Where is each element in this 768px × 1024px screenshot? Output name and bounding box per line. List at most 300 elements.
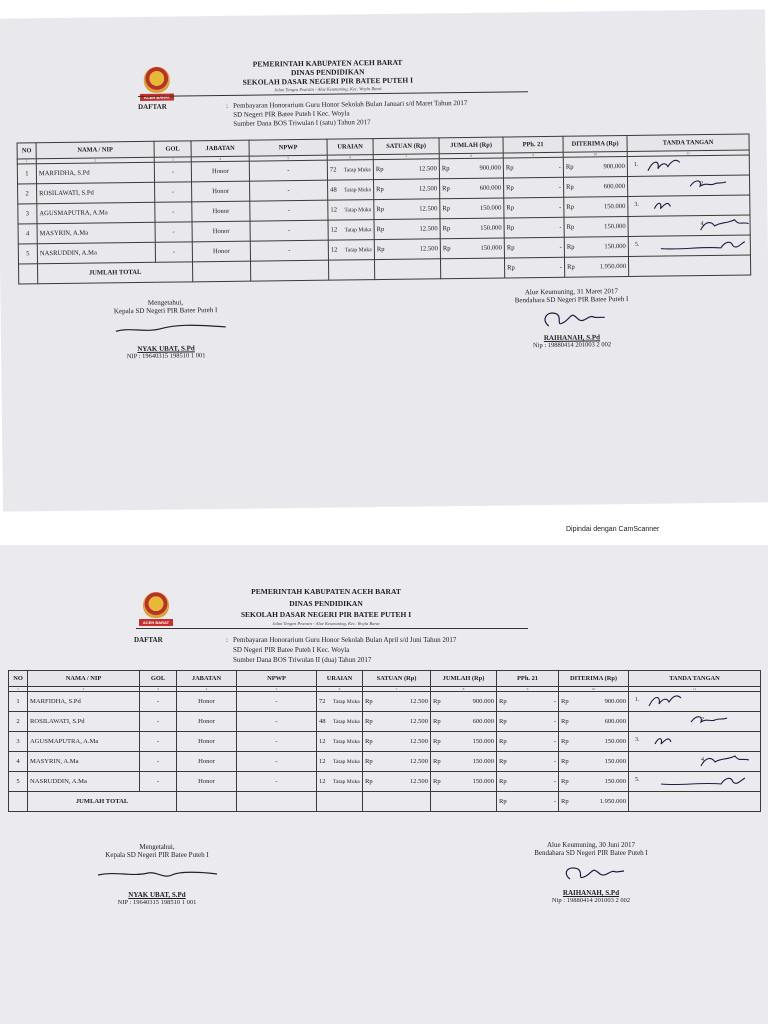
row-npwp: -: [250, 240, 328, 261]
left-sign-line1: Mengetahui,: [147, 298, 184, 307]
total-diterima: [559, 792, 629, 812]
table-row: [9, 732, 761, 752]
row-qty: 12: [319, 738, 326, 745]
col-nama: NAMA / NIP: [28, 671, 140, 687]
row-jumlah: [431, 732, 497, 752]
row-diterima-value: 150.000: [604, 758, 626, 765]
currency-label: Rp: [433, 698, 441, 705]
col-jumlah: JUMLAH (Rp): [439, 137, 503, 154]
table-row: [9, 752, 761, 772]
row-diterima-value: 150.000: [604, 738, 626, 745]
row-nama: AGUSMAPUTRA, A.Ma: [28, 732, 140, 752]
right-sign-line1: Alue Keumuning, 31 Maret 2017: [524, 287, 619, 297]
row-diterima-value: 600.000: [604, 718, 626, 725]
column-number: 10: [563, 152, 627, 158]
row-satuan: [363, 692, 431, 712]
row-uraian: [327, 160, 373, 181]
row-pph-value: -: [553, 778, 556, 785]
signature-scribble: [630, 176, 750, 196]
row-jumlah: [440, 198, 504, 219]
row-tanda-tangan: [627, 175, 749, 196]
currency-label: Rp: [442, 245, 451, 253]
row-gol: -: [140, 712, 177, 732]
header-address: Jalan Tengen Pearatn - Alue Keumuning, Kec. Woyla Barat: [274, 86, 382, 93]
right-signature-block: [476, 287, 667, 350]
right-sign-nip: Nip : 19880414 201003 2 002: [551, 897, 631, 904]
row-unit: Tatap Muka: [344, 186, 371, 193]
currency-label: Rp: [566, 203, 575, 211]
row-gol: -: [140, 752, 177, 772]
row-unit: Tatap Muka: [333, 778, 360, 785]
row-pph: [497, 692, 559, 712]
row-nama: AGUSMAPUTRA, A.Ma: [37, 202, 155, 223]
row-no: 3: [18, 204, 37, 224]
right-sign-nip: Nip : 19880414 201003 2 002: [532, 341, 612, 350]
row-diterima: [563, 157, 627, 178]
letterhead-rule: [138, 91, 528, 97]
row-pph: [497, 712, 559, 732]
row-no: 2: [9, 712, 28, 732]
row-no: 5: [18, 244, 37, 264]
currency-label: Rp: [506, 204, 515, 212]
row-pph-value: -: [558, 183, 562, 191]
signature-scribble: [640, 195, 750, 215]
header-address: Jalan Tengen Pearatn - Alue Keumuning, Kec. Woyla Barat: [272, 621, 380, 626]
currency-label: Rp: [566, 223, 575, 231]
currency-label: Rp: [441, 165, 450, 173]
total-label: JUMLAH TOTAL: [38, 262, 193, 284]
left-sign-name: NYAK UBAT, S.Pd: [128, 891, 186, 899]
row-jumlah-value: 150.000: [479, 204, 502, 212]
row-uraian: [317, 732, 363, 752]
total-pph-value: -: [559, 263, 563, 271]
total-diterima-value: 1.950.000: [599, 263, 627, 271]
row-pph: [504, 197, 564, 218]
row-qty: 12: [330, 246, 338, 254]
row-pph: [497, 732, 559, 752]
currency-label: Rp: [376, 205, 385, 214]
header-school: SEKOLAH DASAR NEGERI PIR BATEE PUTEH I: [240, 610, 412, 619]
col-gol: GOL: [154, 141, 191, 157]
row-no: 5: [9, 772, 28, 792]
row-jabatan: Honor: [191, 161, 249, 182]
row-nama: MASYRIN, A.Ma: [28, 752, 140, 772]
currency-label: Rp: [365, 758, 373, 765]
currency-label: Rp: [506, 244, 515, 252]
currency-label: Rp: [365, 698, 373, 705]
row-jumlah-value: 600.000: [472, 718, 494, 725]
column-number: 9: [503, 152, 563, 158]
column-number: 4: [191, 156, 249, 162]
column-number: 1: [17, 159, 36, 164]
signature-scribble: [640, 155, 750, 175]
row-uraian: [317, 752, 363, 772]
currency-label: Rp: [365, 778, 373, 785]
column-number: 2: [28, 687, 140, 692]
currency-label: Rp: [499, 698, 507, 705]
col-gol: GOL: [140, 671, 177, 687]
row-jumlah: [431, 712, 497, 732]
row-satuan-value: 12.500: [409, 718, 428, 725]
currency-label: Rp: [376, 185, 384, 194]
row-pph: [504, 177, 564, 198]
daftar-line-3: Sumber Dana BOS Triwulan II (dua) Tahun 2017: [233, 656, 372, 664]
row-unit: Tatap Muka: [333, 718, 360, 725]
row-jumlah: [431, 692, 497, 712]
currency-label: Rp: [561, 778, 569, 785]
row-pph-value: -: [559, 203, 562, 211]
column-number: 4: [177, 687, 237, 692]
row-uraian: [328, 180, 374, 201]
row-jumlah: [440, 218, 504, 239]
row-uraian: [317, 692, 363, 712]
row-tanda-tangan: [628, 195, 750, 216]
row-satuan-value: 12.500: [409, 698, 428, 705]
currency-label: Rp: [433, 718, 441, 725]
row-uraian: [317, 712, 363, 732]
left-signature-block: [62, 843, 252, 906]
col-npwp: NPWP: [249, 139, 327, 156]
row-no: 2: [18, 184, 37, 204]
row-jumlah-value: 600.000: [479, 184, 502, 192]
row-gol: -: [140, 732, 177, 752]
row-unit: Tatap Muka: [344, 246, 372, 253]
daftar-label: DAFTAR: [138, 102, 167, 111]
daftar-line-3: Sumber Dana BOS Triwulan I (satu) Tahun 2017: [233, 118, 371, 128]
row-gol: -: [140, 772, 177, 792]
row-nama: ROSILAWATI, S.Pd: [37, 182, 155, 203]
row-nama: ROSILAWATI, S.Pd: [28, 712, 140, 732]
total-label: JUMLAH TOTAL: [28, 792, 177, 812]
signature-slot-number: 2.: [700, 181, 705, 188]
header-department: DINAS PENDIDIKAN: [289, 599, 363, 608]
left-sign-line2: Kepala SD Negeri PIR Batee Puteh I: [105, 851, 209, 859]
row-satuan: [373, 159, 439, 180]
row-satuan-value: 12.500: [419, 205, 438, 213]
table-row: [9, 772, 761, 792]
signature-scribble: [641, 235, 751, 255]
currency-label: Rp: [567, 263, 575, 271]
currency-label: Rp: [561, 738, 569, 745]
row-jumlah-value: 900.000: [479, 164, 501, 172]
column-number: 11: [627, 150, 749, 156]
row-qty: 48: [319, 718, 326, 725]
currency-label: Rp: [505, 164, 514, 172]
left-sign-line1: Mengetahui,: [139, 843, 175, 851]
currency-label: Rp: [507, 264, 515, 272]
row-tanda-tangan: [628, 235, 750, 256]
header-government: PEMERINTAH KABUPATEN ACEH BARAT: [251, 587, 401, 596]
row-diterima-value: 150.000: [603, 203, 626, 211]
row-qty: 12: [330, 226, 338, 234]
col-satuan: SATUAN (Rp): [373, 138, 439, 155]
currency-label: Rp: [499, 758, 507, 765]
row-uraian: [328, 240, 374, 261]
left-sign-line2: Kepala SD Negeri PIR Batee Puteh I: [113, 306, 218, 316]
row-diterima: [559, 712, 629, 732]
daftar-line-1: Pembayaran Honorarium Guru Honor Sekolah Bulan April s/d Juni Tahun 2017: [233, 636, 457, 644]
row-jabatan: Honor: [177, 692, 237, 712]
row-diterima: [559, 692, 629, 712]
total-diterima-value: 1.950.000: [599, 798, 626, 805]
daftar-line-1: Pembayaran Honorarium Guru Honor Sekolah Bulan Januari s/d Maret Tahun 2017: [233, 98, 468, 110]
row-qty: 48: [330, 186, 337, 194]
row-satuan: [363, 772, 431, 792]
row-nama: NASRUDDIN, A.Ma: [37, 242, 155, 263]
signature-scribble: [631, 752, 751, 771]
row-diterima: [559, 772, 629, 792]
currency-label: Rp: [376, 225, 385, 234]
row-tanda-tangan: [629, 692, 761, 712]
col-uraian: URAIAN: [317, 671, 363, 687]
row-npwp: -: [237, 712, 317, 732]
total-row: [9, 792, 761, 812]
row-diterima: [564, 217, 628, 238]
column-number: 6: [327, 155, 373, 161]
row-satuan-value: 12.500: [418, 165, 437, 173]
row-nama: NASRUDDIN, A.Ma: [28, 772, 140, 792]
row-satuan-value: 12.500: [409, 758, 428, 765]
row-nama: MARFIDHA, S.Pd: [28, 692, 140, 712]
left-signature-block: [70, 298, 261, 361]
aceh-barat-emblem-icon: ACEH BARAT: [140, 67, 174, 103]
table-header-row: [9, 671, 761, 687]
row-nama: MASYRIN, A.Ma: [37, 222, 155, 243]
row-diterima-value: 600.000: [603, 183, 626, 191]
signature-scribble: [641, 772, 761, 791]
row-pph-value: -: [558, 163, 561, 171]
currency-label: Rp: [365, 718, 373, 725]
row-jabatan: Honor: [177, 712, 237, 732]
signature-slot-number: 3.: [634, 201, 639, 208]
header-government: PEMERINTAH KABUPATEN ACEH BARAT: [252, 57, 403, 69]
row-satuan: [363, 752, 431, 772]
row-diterima: [564, 237, 628, 258]
currency-label: Rp: [506, 184, 514, 192]
scanner-watermark: Dipindai dengan CamScanner: [566, 526, 660, 533]
row-no: 1: [9, 692, 28, 712]
row-jabatan: Honor: [192, 241, 250, 262]
row-npwp: -: [237, 772, 317, 792]
row-satuan: [374, 239, 440, 260]
row-qty: 12: [319, 778, 326, 785]
row-satuan: [374, 219, 440, 240]
row-diterima: [559, 732, 629, 752]
signature-slot-number: 4.: [701, 757, 706, 763]
currency-label: Rp: [433, 738, 441, 745]
header-school: SEKOLAH DASAR NEGERI PIR BATEE PUTEH I: [242, 75, 414, 87]
row-npwp: -: [237, 752, 317, 772]
signature-scribble: [641, 732, 761, 751]
row-gol: -: [155, 182, 192, 202]
right-signature-block: [496, 841, 686, 904]
column-number: 3: [140, 687, 177, 692]
currency-label: Rp: [561, 698, 569, 705]
col-pph: PPh. 21: [497, 671, 559, 687]
row-pph-value: -: [553, 758, 556, 765]
row-jabatan: Honor: [192, 221, 250, 242]
row-jumlah-value: 150.000: [480, 244, 502, 252]
header-department: DINAS PENDIDIKAN: [290, 67, 365, 78]
total-pph: [504, 257, 564, 278]
signature-treasurer: [558, 861, 628, 887]
signature-slot-number: 1.: [635, 697, 640, 703]
col-jabatan: JABATAN: [191, 140, 249, 157]
row-satuan: [363, 712, 431, 732]
column-number: 3: [154, 157, 191, 162]
column-number: 10: [559, 687, 629, 692]
total-pph-value: -: [553, 798, 556, 805]
row-tanda-tangan: [628, 215, 750, 236]
daftar-block: [134, 636, 554, 666]
row-qty: 72: [329, 166, 337, 174]
row-jumlah: [440, 178, 504, 199]
row-nama: MARFIDHA, S.Pd: [36, 162, 154, 183]
left-sign-name: NYAK UBAT, S.Pd: [137, 344, 195, 354]
row-jumlah: [440, 238, 504, 259]
signature-slot-number: 5.: [634, 241, 640, 248]
letterhead-rule: [136, 628, 528, 629]
column-number: 8: [439, 153, 503, 159]
currency-label: Rp: [499, 738, 507, 745]
row-jumlah-value: 150.000: [472, 738, 494, 745]
row-pph-value: -: [559, 243, 562, 251]
col-jumlah: JUMLAH (Rp): [431, 671, 497, 687]
currency-label: Rp: [566, 183, 574, 191]
currency-label: Rp: [365, 738, 373, 745]
currency-label: Rp: [442, 185, 450, 193]
row-satuan: [374, 199, 440, 220]
row-qty: 12: [330, 206, 338, 214]
row-npwp: -: [249, 160, 327, 181]
signature-treasurer: [539, 305, 609, 332]
row-npwp: -: [237, 732, 317, 752]
right-sign-line2: Bendahara SD Negeri PIR Batee Puteh I: [534, 849, 648, 857]
column-number: 7: [373, 154, 439, 160]
currency-label: Rp: [433, 758, 441, 765]
signature-scribble: [631, 712, 751, 731]
row-gol: -: [155, 202, 192, 222]
row-no: 1: [17, 164, 36, 184]
signature-scribble: [630, 216, 750, 236]
currency-label: Rp: [506, 224, 515, 232]
currency-label: Rp: [375, 165, 384, 174]
currency-label: Rp: [565, 163, 574, 171]
column-number: 5: [237, 687, 317, 692]
row-uraian: [317, 772, 363, 792]
row-qty: 72: [319, 698, 326, 705]
row-pph-value: -: [553, 738, 556, 745]
currency-label: Rp: [442, 225, 451, 233]
row-diterima-value: 150.000: [604, 243, 626, 251]
row-pph-value: -: [553, 718, 556, 725]
currency-label: Rp: [499, 718, 507, 725]
total-pph: [497, 792, 559, 812]
signature-headmaster: [92, 863, 222, 883]
row-pph: [497, 752, 559, 772]
row-satuan-value: 12.500: [418, 185, 438, 193]
row-unit: Tatap Muka: [344, 206, 372, 213]
column-number: 5: [249, 155, 327, 161]
col-tanda-tangan: TANDA TANGAN: [629, 671, 761, 687]
column-number: 8: [431, 687, 497, 692]
daftar-label: DAFTAR: [134, 636, 163, 644]
row-unit: Tatap Muka: [343, 166, 371, 173]
daftar-colon: :: [226, 636, 228, 644]
row-unit: Tatap Muka: [333, 698, 360, 705]
column-number: 7: [363, 687, 431, 692]
left-sign-nip: NIP : 19640315 198510 1 001: [117, 899, 197, 906]
row-pph: [504, 217, 564, 238]
currency-label: Rp: [561, 718, 569, 725]
row-diterima: [559, 752, 629, 772]
payroll-table: [17, 134, 752, 285]
daftar-block: [138, 98, 558, 133]
row-satuan-value: 12.500: [409, 778, 428, 785]
left-sign-nip: NIP : 19640315 198510 1 001: [126, 352, 206, 361]
row-diterima-value: 150.000: [604, 223, 626, 231]
right-sign-name: RAIHANAH, S.Pd: [543, 333, 601, 343]
row-jumlah-value: 150.000: [472, 758, 494, 765]
currency-label: Rp: [433, 778, 441, 785]
row-uraian: [328, 200, 374, 221]
row-jabatan: Honor: [177, 732, 237, 752]
col-jabatan: JABATAN: [177, 671, 237, 687]
signature-headmaster: [111, 316, 231, 337]
currency-label: Rp: [561, 758, 569, 765]
table-row: [9, 712, 761, 732]
row-jumlah: [439, 158, 503, 179]
right-sign-name: RAIHANAH, S.Pd: [562, 889, 620, 897]
table-body: [17, 150, 750, 284]
row-gol: -: [155, 242, 192, 262]
row-npwp: -: [237, 692, 317, 712]
row-tanda-tangan: [629, 732, 761, 752]
signature-scribble: [641, 692, 761, 711]
currency-label: Rp: [376, 245, 385, 254]
row-unit: Tatap Muka: [333, 738, 360, 745]
column-number: 1: [9, 687, 28, 692]
row-jumlah-value: 900.000: [472, 698, 494, 705]
signature-slot-number: 1.: [633, 161, 639, 168]
row-pph-value: -: [553, 698, 556, 705]
col-tanda-tangan: TANDA TANGAN: [627, 134, 749, 151]
column-number: 11: [629, 687, 761, 692]
column-number: 6: [317, 687, 363, 692]
row-satuan-value: 12.500: [409, 738, 428, 745]
daftar-line-2: SD Negeri PIR Batee Puteh I Kec. Woyla: [233, 109, 350, 119]
row-unit: Tatap Muka: [333, 758, 360, 765]
document-sheet-1: [0, 9, 768, 511]
currency-label: Rp: [499, 778, 507, 785]
row-tanda-tangan: [629, 712, 761, 732]
col-satuan: SATUAN (Rp): [363, 671, 431, 687]
row-npwp: -: [250, 180, 328, 201]
row-npwp: -: [250, 200, 328, 221]
signature-slot-number: 3.: [635, 737, 640, 743]
col-no: NO: [17, 143, 36, 159]
right-sign-line2: Bendahara SD Negeri PIR Batee Puteh I: [514, 295, 629, 305]
row-no: 3: [9, 732, 28, 752]
daftar-colon: :: [226, 101, 229, 110]
col-npwp: NPWP: [237, 671, 317, 687]
row-jabatan: Honor: [177, 772, 237, 792]
row-qty: 12: [319, 758, 326, 765]
row-tanda-tangan: [629, 772, 761, 792]
row-satuan: [363, 732, 431, 752]
currency-label: Rp: [442, 205, 451, 213]
total-diterima: [564, 257, 628, 278]
